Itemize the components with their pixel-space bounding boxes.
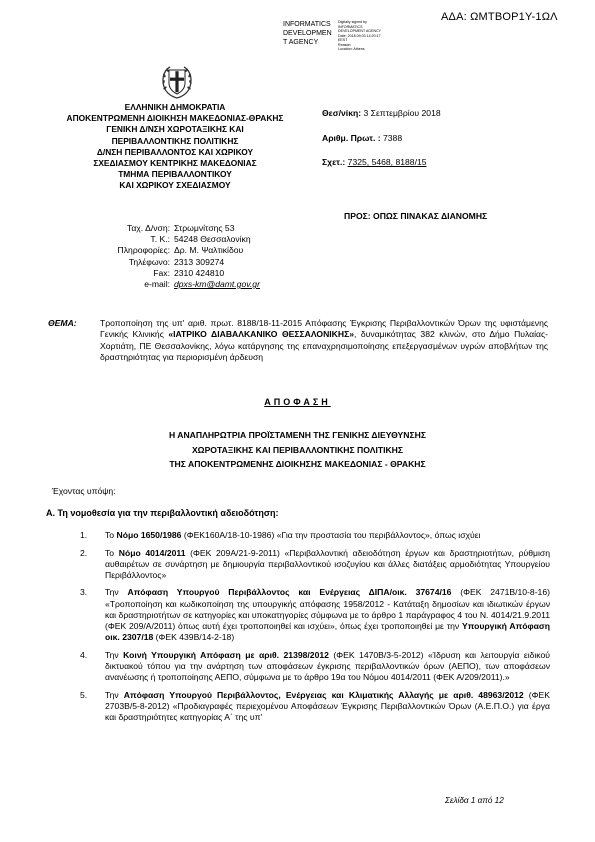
contact-key: Τ. Κ.: <box>150 234 170 245</box>
list-item-number: 5. <box>80 689 88 700</box>
list-item-number: 3. <box>80 587 88 598</box>
list-item-text: Το <box>105 530 117 540</box>
list-item-text: Την <box>105 649 124 660</box>
list-item <box>80 690 550 724</box>
signature-agency-line: DEVELOPMEN <box>283 30 332 37</box>
list-item-text: (ΦΕΚ 2471Β/10-8-16) «Τροποποίηση και κωδικοποίηση της υπουργικής απόφασης 1958/2012 - Κατάταξη δημοσίων και ιδιωτικών έργων και δραστηριοτήτων σε κατηγορίες και υποκατηγορίες σύμφωνα με το άρθρο 1 παράγραφος 4 του Ν. 4014/21.9.2011 (ΦΕΚ 209/Α/2011) όπως αυτή έχει τροποποιηθεί και ισχύει», όπως έχει τροποποιηθεί με την <box>105 587 550 632</box>
section-heading: Α. Τη νομοθεσία για την περιβαλλοντική αδειοδότηση: <box>46 508 279 518</box>
authority-line: ΕΛΛΗΝΙΚΗ ΔΗΜΟΚΡΑΤΙΑ <box>124 102 226 112</box>
contact-value: Στρωμνίτσης 53 <box>174 223 235 233</box>
list-item <box>80 548 550 582</box>
list-item <box>80 650 550 684</box>
subject-label: ΘΕΜΑ: <box>48 318 77 328</box>
authority-line: ΤΜΗΜΑ ΠΕΡΙΒΑΛΛΟΝΤΙΚΟΥ <box>118 169 232 180</box>
signature-detail-line: Reason: <box>338 42 352 47</box>
issuer-line: ΧΩΡΟΤΑΞΙΚΗΣ ΚΑΙ ΠΕΡΙΒΑΛΛΟΝΤΙΚΗΣ ΠΟΛΙΤΙΚΗΣ <box>191 444 404 455</box>
contact-row <box>50 257 260 268</box>
document-date <box>322 108 441 119</box>
page-number: Σελίδα 1 από 12 <box>445 796 504 805</box>
list-item-text: (ΦΕΚ 439Β/14-2-18) <box>153 632 235 643</box>
authority-line: ΠΕΡΙΒΑΛΛΟΝΤΙΚΗΣ ΠΟΛΙΤΙΚΗΣ <box>111 135 239 146</box>
decision-heading: ΑΠΟΦΑΣΗ <box>264 397 331 407</box>
signature-detail-line: Location: Athens <box>338 47 365 51</box>
list-item-text: (ΦΕΚ 1470Β/3-5-2012) «Ίδρυση και λειτουργία ειδικού δικτυακού τόπου για την ανάρτηση των αποφάσεων έγκρισης περιβαλλοντικών όρων (ΑΕΠΟ), των αποφάσεων ανανέωσης ή τροποποίησης ΑΕΠΟ, σύμφωνα με το άρθρο 19α του Νόμου 4014/2011 (ΦΕΚ Α/209/2011).» <box>105 649 550 683</box>
related-documents <box>322 157 427 168</box>
contact-key: Fax: <box>153 267 170 278</box>
legislation-list <box>80 530 550 730</box>
email-link[interactable]: dpxs-km@damt.gov.gr <box>174 279 260 290</box>
subject-text <box>100 318 548 363</box>
contact-row <box>50 245 260 256</box>
subject-clinic-name: «ΙΑΤΡΙΚΟ ΔΙΑΒΑΛΚΑΝΙΚΟ ΘΕΣΣΑΛΟΝΙΚΗΣ» <box>168 329 355 340</box>
protocol-label: Αριθμ. Πρωτ. : <box>322 133 381 143</box>
issuer-block <box>110 428 485 472</box>
list-item-text: (ΦΕΚ 209Α/21-9-2011) «Περιβαλλοντική αδειοδότηση έργων και δραστηριοτήτων, ρύθμιση αυθαιρέτων σε συνάρτηση με δημιουργία περιβαλλοντικού ισοζυγίου και άλλες διατάξεις αρμοδιότητας Υπουργείου Περιβάλλοντος» <box>105 547 550 580</box>
signature-agency-name <box>283 20 332 47</box>
contact-key: Τηλέφωνο: <box>128 256 170 267</box>
issuer-line: ΤΗΣ ΑΠΟΚΕΝΤΡΩΜΕΝΗΣ ΔΙΟΙΚΗΣΗΣ ΜΑΚΕΔΟΝΙΑΣ - ΘΡΑΚΗΣ <box>169 459 426 469</box>
contact-key: e-mail: <box>144 279 170 290</box>
list-item-number: 4. <box>80 649 88 660</box>
list-item-number: 1. <box>80 530 88 540</box>
recipients: ΠΡΟΣ: ΟΠΩΣ ΠΙΝΑΚΑΣ ΔΙΑΝΟΜΗΣ <box>344 211 488 221</box>
list-item-law-title: Υπουργική Απόφαση οικ. 2307/18 <box>105 621 550 643</box>
signature-agency-line: INFORMATICS <box>283 21 331 28</box>
contact-key: Πληροφορίες: <box>117 245 170 256</box>
list-item-text: Το <box>105 547 119 558</box>
subject-text-part: Τροποποίηση της υπ' αριθ. πρωτ. 8188/18-11-2015 Απόφασης Έγκρισης Περιβαλλοντικών Όρων της υφιστάμενης Γενικής Κλινικής <box>100 318 548 340</box>
issuer-line: Η ΑΝΑΠΛΗΡΩΤΡΙΑ ΠΡΟΪΣΤΑΜΕΝΗ ΤΗΣ ΓΕΝΙΚΗΣ ΔΙΕΥΘΥΝΣΗΣ <box>168 430 427 440</box>
related-links[interactable]: 7325, 5468, 8188/15 <box>347 157 427 167</box>
protocol-number <box>322 133 402 144</box>
related-label: Σχετ.: <box>322 157 346 167</box>
subject-text-part: , δυναμικότητας 382 κλινών, στο Δήμο Πυλαίας-Χορτιάτη, ΠΕ Θεσσαλονίκης, λόγω κατάργησης της επαναχρησιμοποίησης επεξεργασμένων υγρών αποβλήτων της δραστηριότητας για περιορισμένη άρδευση <box>100 329 548 362</box>
list-item-text: (ΦΕΚ 2703Β/5-8-2012) «Προδιαγραφές περιεχομένου Αποφάσεων Έγκρισης Περιβαλλοντικών Όρων (Α.Ε.Π.Ο.) για έργα και δραστηριότητες κατηγορίας Α΄ της υπ' <box>105 689 550 723</box>
list-item-law-title: Κοινή Υπουργική Απόφαση με αριθ. 21398/2012 <box>123 649 329 660</box>
contact-info <box>50 223 260 290</box>
list-item-law-title: Απόφαση Υπουργού Περιβάλλοντος και Ενέργειας ΔΙΠΑ/οικ. 37674/16 <box>127 587 452 598</box>
list-item-text: (ΦΕΚ160Α/18-10-1986) «Για την προστασία του περιβάλλοντος», όπως ισχύει <box>181 530 481 540</box>
signature-detail-line: INFORMATICS <box>338 24 363 29</box>
authority-line: ΣΧΕΔΙΑΣΜΟΥ ΚΕΝΤΡΙΚΗΣ ΜΑΚΕΔΟΝΙΑΣ <box>93 158 257 169</box>
contact-value: Δρ. Μ. Ψαλτικίδου <box>174 245 244 256</box>
authority-line: ΚΑΙ ΧΩΡΙΚΟΥ ΣΧΕΔΙΑΣΜΟΥ <box>119 180 231 191</box>
contact-row <box>50 234 260 245</box>
signature-detail-line: Digitally signed by <box>338 20 367 24</box>
signature-detail-line: Date: 2018.09.03 14:20:17 <box>338 33 381 38</box>
contact-row <box>50 223 260 234</box>
list-item <box>80 587 550 643</box>
coat-of-arms-icon <box>157 62 197 102</box>
ada-code: ΑΔΑ: ΩΜΤΒΟΡ1Υ-1ΩΛ <box>441 11 558 23</box>
contact-key: Ταχ. Δ/νση: <box>127 223 170 233</box>
list-item-number: 2. <box>80 547 88 558</box>
issuing-authority <box>40 102 310 192</box>
digital-signature-details <box>338 20 398 52</box>
contact-value: 54248 Θεσσαλονίκη <box>174 234 251 245</box>
date-value: 3 Σεπτεμβρίου 2018 <box>363 108 441 118</box>
list-item-text: Την <box>105 689 124 700</box>
authority-line: ΓΕΝΙΚΗ Δ/ΝΣΗ ΧΩΡΟΤΑΞΙΚΗΣ ΚΑΙ <box>106 124 244 135</box>
list-item-law-title: Νόμο 4014/2011 <box>118 547 186 558</box>
list-item-law-title: Απόφαση Υπουργού Περιβάλλοντος, Ενέργειας και Κλιματικής Αλλαγής με αριθ. 48963/2012 <box>123 689 524 700</box>
contact-row <box>50 268 260 279</box>
signature-detail-line: EEST <box>338 38 348 42</box>
authority-line: ΑΠΟΚΕΝΤΡΩΜΕΝΗ ΔΙΟΙΚΗΣΗ ΜΑΚΕΔΟΝΙΑΣ-ΘΡΑΚΗΣ <box>66 113 284 124</box>
contact-value: 2310 424810 <box>174 267 225 278</box>
list-item <box>80 530 550 541</box>
authority-line: Δ/ΝΣΗ ΠΕΡΙΒΑΛΛΟΝΤΟΣ ΚΑΙ ΧΩΡΙΚΟΥ <box>96 146 254 157</box>
subject-block <box>48 318 548 363</box>
signature-agency-line: T AGENCY <box>283 39 319 46</box>
protocol-value: 7388 <box>383 133 403 143</box>
contact-row <box>50 279 260 290</box>
signature-detail-line: DEVELOPMENT AGENCY <box>338 29 382 33</box>
contact-value: 2313 309274 <box>174 256 225 267</box>
considering-text: Έχοντας υπόψη: <box>52 486 116 496</box>
list-item-text: Την <box>105 587 128 598</box>
list-item-law-title: Νόμο 1650/1986 <box>116 530 182 540</box>
date-label: Θεσ/νίκη: <box>322 108 362 118</box>
